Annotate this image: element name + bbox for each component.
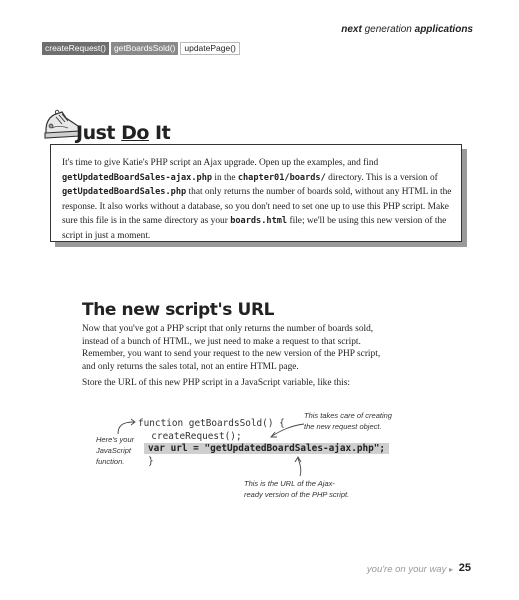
- annotation-bottom-line-2: ready version of the PHP script.: [244, 490, 350, 499]
- tab-create-request: createRequest(): [42, 42, 109, 55]
- code-line-close-brace: }: [148, 456, 154, 467]
- annotation-left-line-3: function.: [96, 457, 125, 466]
- jdi-directory: chapter01/boards/: [237, 172, 326, 183]
- section-title: The new script's URL: [82, 300, 275, 320]
- footer-label: you're on your way: [366, 564, 447, 575]
- jdi-text-5: file; we'll be using this new version of the script in just a moment.: [62, 216, 447, 241]
- jdi-text-1: It's time to give Katie's PHP script an Ajax upgrade. Open up the examples, and find: [62, 158, 379, 168]
- annotation-bottom-line-1: This is the URL of the Ajax-: [244, 479, 335, 488]
- annotation-right-line-1: This takes care of creating: [304, 411, 392, 420]
- jdi-text-4: that only returns the number of boards sold, without any HTML in the response. It also works without a database, so you don't need to set one up to use this PHP script. Make sure this file is in the same directory as your: [62, 187, 452, 227]
- jdi-text-2: in the: [212, 172, 238, 183]
- jdi-filename-html: boards.html: [230, 216, 288, 227]
- section-paragraph-1: Now that you've got a PHP script that only returns the number of boards sold, instead of a bunch of HTML, we just need to make a request to that script. Remember, you want to send your request to the new version of the PHP script, and only returns the sales total, not an entire HTML page.: [82, 324, 381, 372]
- jdi-title-part: Just: [76, 122, 122, 144]
- jdi-text-3: directory. This is a version of: [325, 172, 438, 183]
- tab-get-boards-sold: getBoardsSold(): [111, 42, 178, 55]
- code-line-create-request: createRequest();: [140, 431, 242, 442]
- jdi-filename-ajax: getUpdatedBoardSales-ajax.php: [62, 172, 213, 183]
- jdi-title-do: Do: [121, 122, 149, 144]
- triangle-right-icon: ▸: [448, 565, 453, 574]
- jdi-title-it: It: [148, 122, 171, 144]
- code-line-url-variable: var url = "getUpdatedBoardSales-ajax.php";: [144, 443, 389, 454]
- page-number: 25: [458, 562, 471, 574]
- arrow-to-create-request: [272, 424, 304, 436]
- arrow-to-function: [118, 422, 134, 434]
- section-paragraph-2: Store the URL of this new PHP script in a JavaScript variable, like this:: [82, 378, 351, 389]
- annotation-left-line-2: JavaScript: [96, 446, 132, 455]
- header-word-applications: applications: [414, 24, 473, 35]
- annotation-right-line-2: the new request object.: [304, 422, 382, 431]
- header-word-next: next: [341, 24, 362, 35]
- jdi-filename-original: getUpdatedBoardSales.php: [62, 187, 187, 198]
- annotation-left-line-1: Here's your: [96, 435, 135, 444]
- header-word-generation: generation: [361, 24, 415, 35]
- footer-text: [367, 564, 453, 575]
- tab-update-page: updatePage(): [180, 42, 240, 55]
- code-line-function: function getBoardsSold() {: [138, 418, 285, 429]
